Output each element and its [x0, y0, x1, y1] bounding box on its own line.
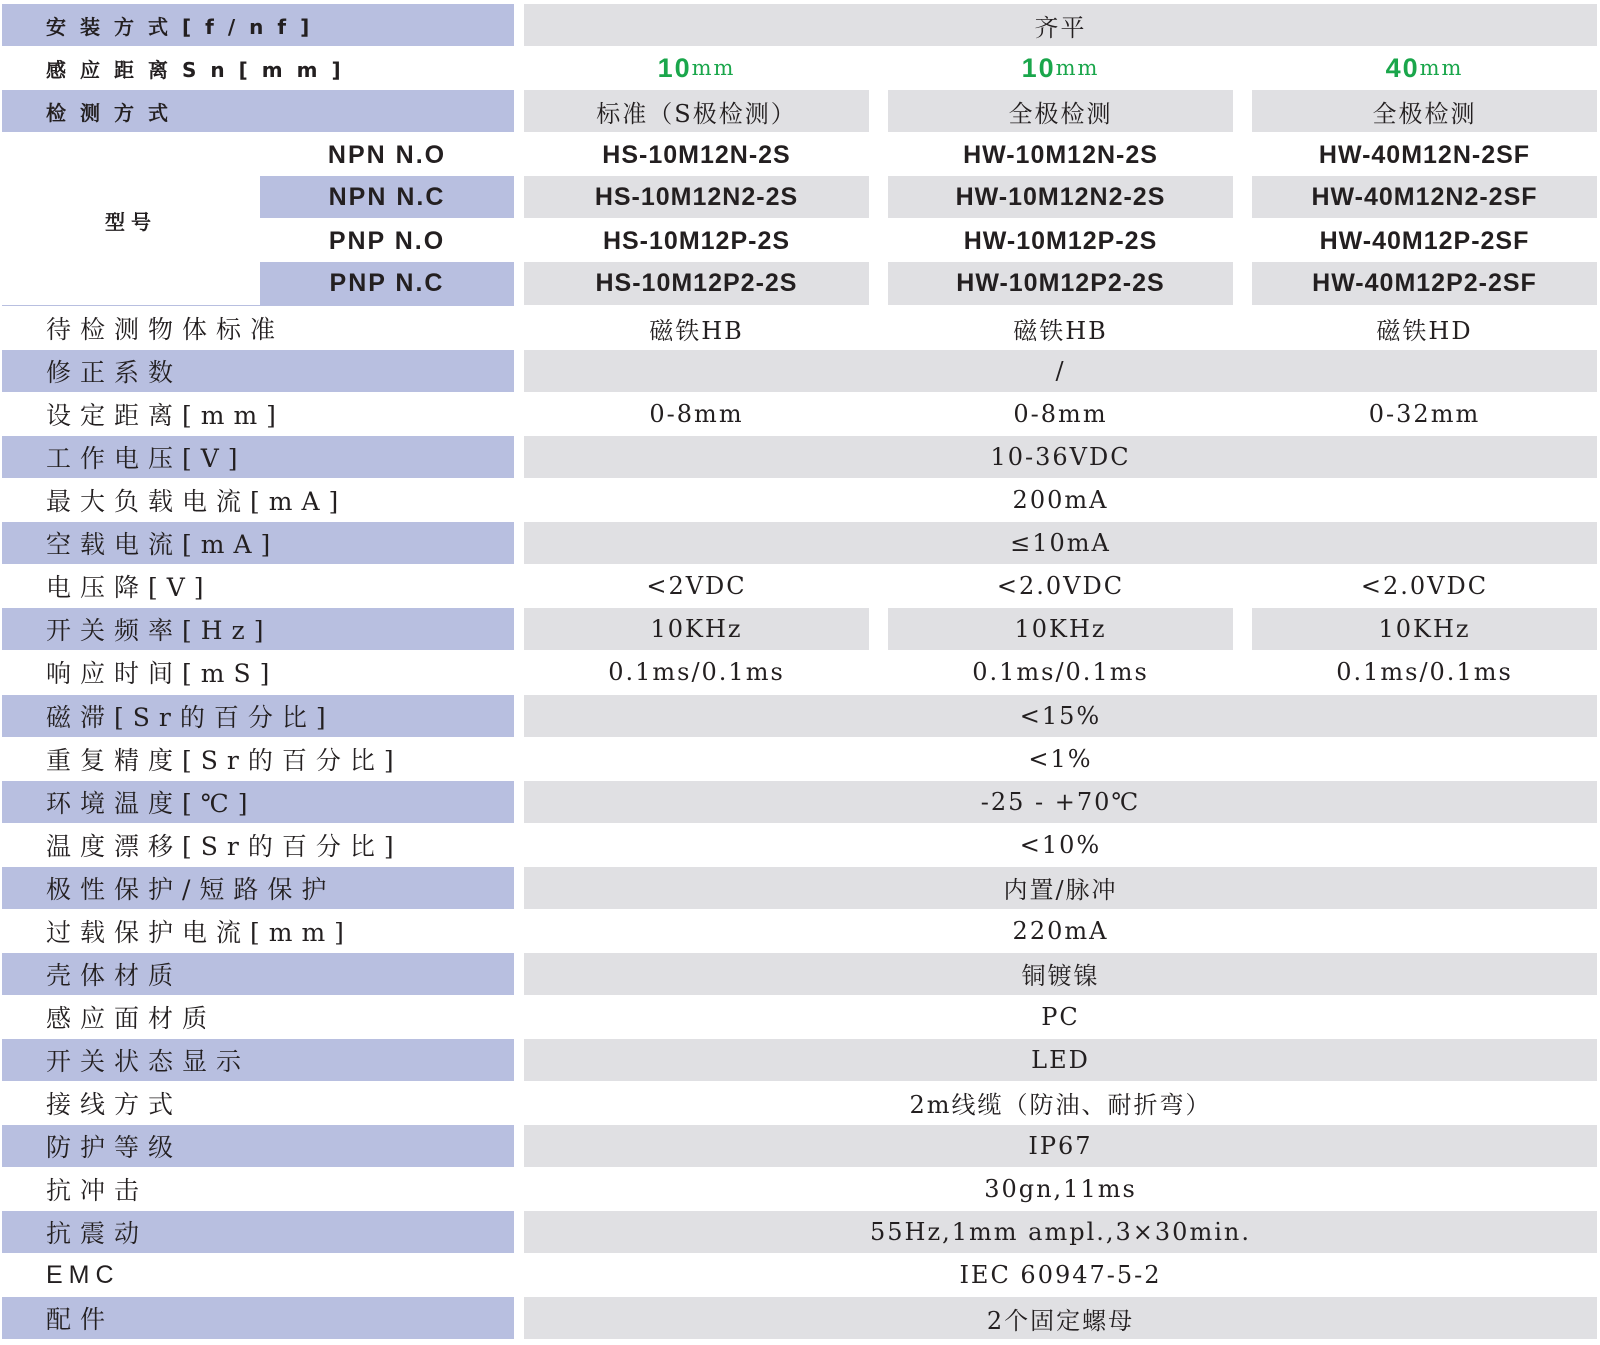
spec-label: 过载保护电流[mm]	[46, 917, 353, 947]
distance-unit: mm	[1419, 56, 1464, 80]
spec-row	[0, 1297, 1600, 1339]
spec-row	[0, 393, 1600, 435]
spec-value: <2.0VDC	[1360, 572, 1489, 601]
spec-label: 配件	[2, 1297, 514, 1339]
mount-value: 齐平	[524, 4, 1597, 46]
spec-label: 壳体材质	[2, 953, 514, 995]
spec-label: 设定距离[mm]	[46, 401, 285, 431]
model-row	[0, 176, 1600, 218]
spec-value: 0.1ms/0.1ms	[972, 658, 1149, 687]
spec-value: <2.0VDC	[996, 572, 1125, 601]
spec-label: 极性保护/短路保护	[2, 867, 514, 909]
spec-value: -25 - +70℃	[524, 781, 1597, 823]
spec-row	[0, 436, 1600, 478]
spec-value: 10KHz	[888, 608, 1233, 650]
spec-value: 55Hz,1mm ampl.,3×30min.	[524, 1211, 1597, 1253]
distance-number: 10	[1021, 52, 1056, 83]
output-type: NPN N.O	[327, 140, 447, 169]
spec-value: 磁铁HB	[649, 316, 744, 345]
spec-label: 环境温度[℃]	[2, 781, 514, 823]
spec-label: 工作电压[V]	[2, 436, 514, 478]
detect-label: 检测方式	[2, 90, 514, 132]
spec-row	[0, 479, 1600, 521]
spec-label: 接线方式	[46, 1089, 183, 1119]
spec-row	[0, 953, 1600, 995]
distance-value	[1252, 46, 1597, 90]
spec-row	[0, 910, 1600, 952]
spec-value: ≤10mA	[524, 522, 1597, 564]
spec-row	[0, 565, 1600, 607]
distance-row	[0, 46, 1600, 90]
distance-unit: mm	[1055, 56, 1100, 80]
spec-value: 10KHz	[524, 608, 869, 650]
model-row	[0, 220, 1600, 262]
model-number: HW-10M12N-2S	[963, 140, 1158, 169]
spec-row	[0, 1211, 1600, 1253]
spec-row	[0, 350, 1600, 392]
spec-row	[0, 867, 1600, 909]
model-row	[0, 134, 1600, 176]
spec-label: 感应面材质	[46, 1003, 217, 1033]
model-number: HW-40M12N-2SF	[1318, 140, 1531, 169]
distance-label: 感应距离Sn[mm]	[46, 57, 355, 82]
distance-number: 40	[1385, 52, 1420, 83]
spec-label: 磁滞[Sr的百分比]	[2, 695, 514, 737]
spec-value: /	[524, 350, 1597, 392]
spec-value: 30gn,11ms	[984, 1175, 1137, 1203]
spec-label: 最大负载电流[mA]	[46, 487, 348, 517]
spec-value: 0-32mm	[1368, 400, 1481, 429]
model-number: HW-10M12N2-2S	[888, 176, 1233, 218]
spec-value: 2m线缆（防油、耐折弯）	[909, 1091, 1212, 1120]
spec-value: LED	[524, 1039, 1597, 1081]
distance-value	[524, 46, 869, 90]
model-number: HS-10M12N2-2S	[524, 176, 869, 218]
detect-value: 全极检测	[1252, 90, 1597, 132]
mount-label: 安装方式[f/nf]	[2, 4, 514, 46]
spec-row	[0, 738, 1600, 780]
spec-row	[0, 1168, 1600, 1210]
spec-value: 2个固定螺母	[524, 1297, 1597, 1339]
spec-label: 开关频率[Hz]	[2, 608, 514, 650]
model-number: HS-10M12N-2S	[602, 140, 791, 169]
spec-label: 电压降[V]	[46, 573, 213, 603]
spec-value: 0.1ms/0.1ms	[1336, 658, 1513, 687]
output-type: PNP N.C	[260, 262, 514, 305]
spec-value: 0.1ms/0.1ms	[608, 658, 785, 687]
spec-value: <2VDC	[646, 572, 747, 601]
spec-row	[0, 651, 1600, 693]
spec-value: 220mA	[1012, 916, 1109, 945]
spec-value: 0-8mm	[1013, 400, 1108, 429]
spec-value: 内置/脉冲	[524, 867, 1597, 909]
spec-row	[0, 1039, 1600, 1081]
model-number: HS-10M12P2-2S	[524, 262, 869, 305]
model-row	[0, 262, 1600, 305]
spec-value: 0-8mm	[649, 400, 744, 429]
spec-label: 空载电流[mA]	[2, 522, 514, 564]
distance-unit: mm	[691, 56, 736, 80]
model-number: HW-10M12P2-2S	[888, 262, 1233, 305]
detect-row	[0, 90, 1600, 132]
spec-value: 磁铁HB	[1013, 316, 1108, 345]
spec-label: EMC	[46, 1260, 120, 1289]
spec-row	[0, 695, 1600, 737]
output-type: NPN N.C	[260, 176, 514, 218]
spec-row	[0, 1082, 1600, 1124]
spec-label: 响应时间[mS]	[46, 659, 279, 689]
distance-value	[888, 46, 1233, 90]
spec-row	[0, 1254, 1600, 1296]
detect-value: 全极检测	[888, 90, 1233, 132]
spec-label: 抗震动	[2, 1211, 514, 1253]
spec-value: <1%	[1028, 744, 1093, 773]
spec-row	[0, 608, 1600, 650]
spec-label: 待检测物体标准	[46, 315, 285, 344]
output-type: PNP N.O	[328, 226, 446, 255]
model-group-label: 型号	[105, 209, 157, 234]
spec-row	[0, 1125, 1600, 1167]
spec-value: 铜镀镍	[524, 953, 1597, 995]
spec-label: 重复精度[Sr的百分比]	[46, 745, 403, 775]
spec-label: 抗冲击	[46, 1176, 149, 1205]
spec-label: 温度漂移[Sr的百分比]	[46, 831, 403, 861]
spec-row	[0, 781, 1600, 823]
model-number: HW-40M12P-2SF	[1319, 226, 1530, 255]
model-number: HW-10M12P-2S	[963, 226, 1158, 255]
spec-row	[0, 522, 1600, 564]
model-number: HW-40M12P2-2SF	[1252, 262, 1597, 305]
model-number: HS-10M12P-2S	[602, 226, 791, 255]
spec-label: 开关状态显示	[2, 1039, 514, 1081]
spec-row	[0, 307, 1600, 349]
spec-value: <10%	[1019, 830, 1102, 859]
spec-value: 10KHz	[1252, 608, 1597, 650]
spec-value: 磁铁HD	[1376, 316, 1473, 345]
spec-value: PC	[1041, 1002, 1080, 1031]
divider	[2, 305, 514, 306]
distance-number: 10	[657, 52, 692, 83]
spec-value: 200mA	[1012, 486, 1109, 515]
spec-value: 10-36VDC	[524, 436, 1597, 478]
spec-value: IP67	[524, 1125, 1597, 1167]
spec-value: IEC 60947-5-2	[959, 1261, 1162, 1290]
spec-row	[0, 824, 1600, 866]
mount-row	[0, 4, 1600, 46]
detect-value: 标准（S极检测）	[524, 90, 869, 132]
spec-label: 防护等级	[2, 1125, 514, 1167]
spec-row	[0, 996, 1600, 1038]
spec-value: <15%	[524, 695, 1597, 737]
model-number: HW-40M12N2-2SF	[1252, 176, 1597, 218]
spec-label: 修正系数	[2, 350, 514, 392]
